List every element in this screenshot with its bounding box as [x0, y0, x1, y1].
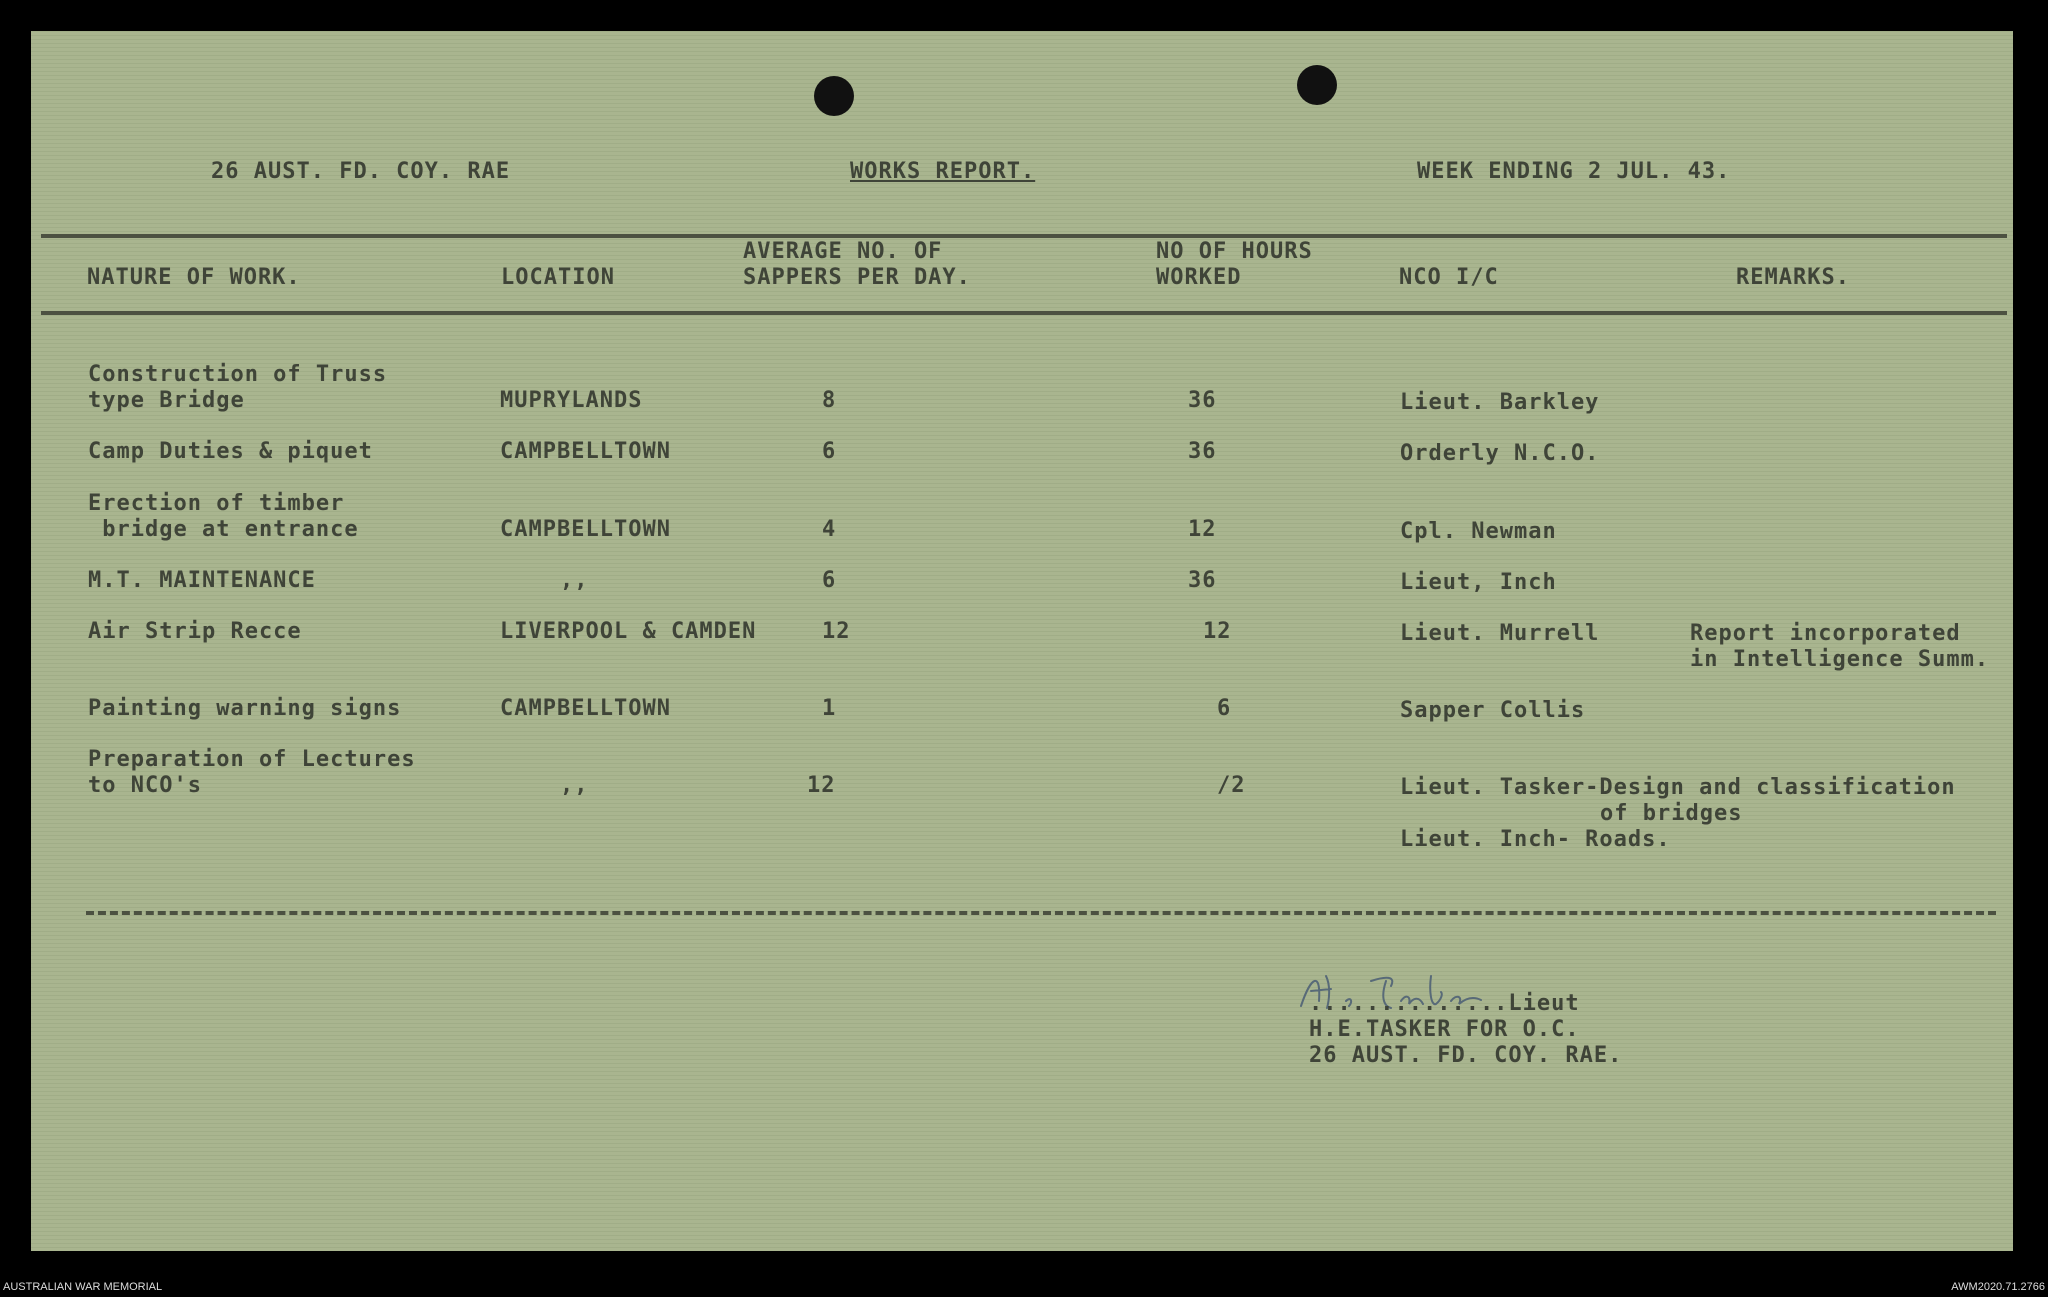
row3-nature-line1: Erection of timber	[88, 491, 345, 516]
row3-nco: Cpl. Newman	[1400, 519, 1557, 544]
row1-nco: Lieut. Barkley	[1400, 390, 1600, 415]
row1-hours: 36	[1188, 388, 1217, 413]
row4-nature: M.T. MAINTENANCE	[88, 568, 316, 593]
punch-hole-left	[814, 76, 854, 116]
row5-nco: Lieut. Murrell	[1400, 621, 1600, 646]
row7-sappers: 12	[807, 773, 836, 798]
row5-nature: Air Strip Recce	[88, 619, 302, 644]
row4-nco: Lieut, Inch	[1400, 570, 1557, 595]
row1-sappers: 8	[822, 388, 837, 413]
row6-hours: 6	[1217, 696, 1232, 721]
rule-under-headers	[41, 311, 2007, 315]
row5-sappers: 12	[822, 619, 851, 644]
col-average-header-line2: SAPPERS PER DAY.	[743, 265, 971, 290]
col-average-header-line1: AVERAGE NO. OF	[743, 239, 943, 264]
row3-hours: 12	[1188, 517, 1217, 542]
footer-archive-name: AUSTRALIAN WAR MEMORIAL	[3, 1281, 163, 1293]
row1-nature-line2: type Bridge	[88, 388, 245, 413]
row2-location: CAMPBELLTOWN	[500, 439, 671, 464]
col-location-header: LOCATION	[501, 265, 615, 290]
row7-nco-line1: Lieut. Tasker-Design and classification	[1400, 775, 1956, 800]
row1-nature-line1: Construction of Truss	[88, 362, 388, 387]
row5-remarks-line1: Report incorporated	[1690, 621, 1961, 646]
row7-nature-line1: Preparation of Lectures	[88, 747, 416, 772]
row4-hours: 36	[1188, 568, 1217, 593]
document-sheet	[31, 31, 2013, 1251]
row6-nco: Sapper Collis	[1400, 698, 1586, 723]
col-remarks-header: REMARKS.	[1736, 265, 1850, 290]
rule-bottom	[86, 911, 1996, 915]
report-title: WORKS REPORT.	[850, 159, 1036, 184]
row2-hours: 36	[1188, 439, 1217, 464]
row3-location: CAMPBELLTOWN	[500, 517, 671, 542]
week-ending: WEEK ENDING 2 JUL. 43.	[1417, 159, 1731, 184]
row3-sappers: 4	[822, 517, 837, 542]
row7-location: ,,	[560, 773, 589, 798]
row4-sappers: 6	[822, 568, 837, 593]
signature-line: ..............Lieut	[1309, 991, 1580, 1016]
row2-nature: Camp Duties & piquet	[88, 439, 373, 464]
row7-nco-line2: of bridges	[1600, 801, 1743, 826]
footer-catalog-id: AWM2020.71.2766	[1951, 1281, 2045, 1293]
row6-sappers: 1	[822, 696, 837, 721]
unit-heading: 26 AUST. FD. COY. RAE	[211, 159, 511, 184]
row7-nco-line3: Lieut. Inch- Roads.	[1400, 827, 1671, 852]
row2-sappers: 6	[822, 439, 837, 464]
rule-top	[41, 234, 2007, 238]
row7-hours: /2	[1217, 773, 1246, 798]
row4-location: ,,	[560, 568, 589, 593]
row5-hours: 12	[1203, 619, 1232, 644]
row6-nature: Painting warning signs	[88, 696, 402, 721]
punch-hole-right	[1297, 65, 1337, 105]
row6-location: CAMPBELLTOWN	[500, 696, 671, 721]
row3-nature-line2: bridge at entrance	[88, 517, 359, 542]
col-hours-header-line1: NO OF HOURS	[1156, 239, 1313, 264]
row5-remarks-line2: in Intelligence Summ.	[1690, 647, 1990, 672]
signatory-name: H.E.TASKER FOR O.C.	[1309, 1017, 1580, 1042]
row2-nco: Orderly N.C.O.	[1400, 441, 1600, 466]
signatory-unit: 26 AUST. FD. COY. RAE.	[1309, 1043, 1623, 1068]
col-hours-header-line2: WORKED	[1156, 265, 1242, 290]
col-nco-header: NCO I/C	[1399, 265, 1499, 290]
col-nature-header: NATURE OF WORK.	[87, 265, 301, 290]
row7-nature-line2: to NCO's	[88, 773, 202, 798]
row1-location: MUPRYLANDS	[500, 388, 643, 413]
row5-location: LIVERPOOL & CAMDEN	[500, 619, 757, 644]
